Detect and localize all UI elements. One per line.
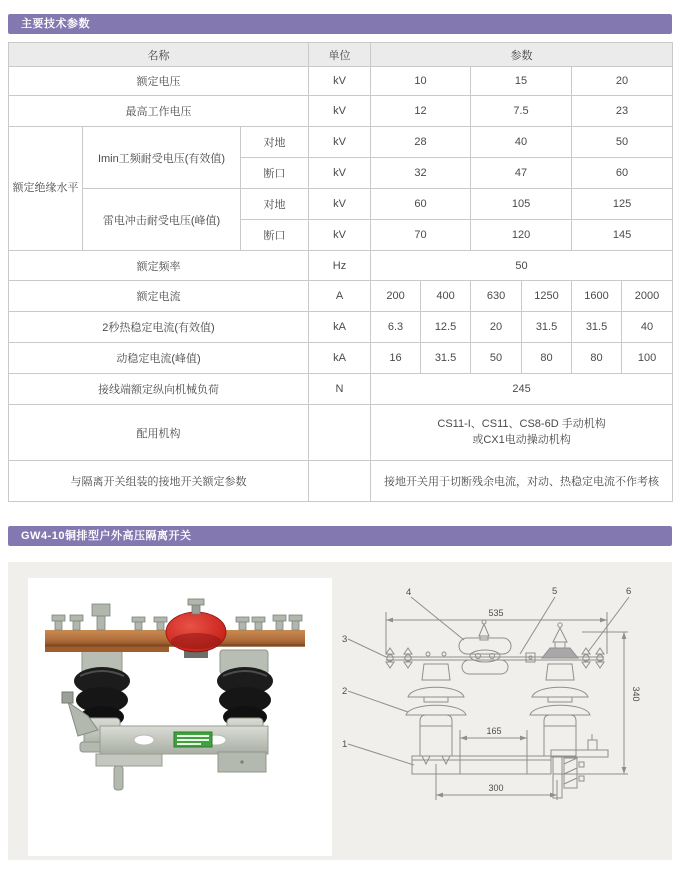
cell-value: 50 — [572, 127, 673, 158]
base-assembly — [96, 726, 268, 790]
table-row — [9, 67, 673, 96]
section-header-main-params — [8, 14, 672, 34]
cell-value: 15 — [471, 67, 572, 96]
row-unit: kV — [309, 158, 371, 189]
cell-value: 245 — [371, 374, 673, 405]
cell-value: 12 — [371, 96, 471, 127]
row-unit: kV — [309, 127, 371, 158]
cell-value: 60 — [572, 158, 673, 189]
cell-value: 145 — [572, 220, 673, 251]
cell-value: 47 — [471, 158, 572, 189]
row-name: 配用机构 — [9, 405, 309, 461]
dim-label-165: 165 — [486, 726, 502, 736]
table-row — [9, 96, 673, 127]
table-row — [9, 281, 673, 312]
row-name: 额定电流 — [9, 281, 309, 312]
cell-value: 20 — [471, 312, 522, 343]
cell-value: 2000 — [622, 281, 673, 312]
cell-value: 10 — [371, 67, 471, 96]
row-unit: kV — [309, 220, 371, 251]
cell-value: 40 — [471, 127, 572, 158]
product-panel — [8, 562, 672, 860]
row-unit: kA — [309, 312, 371, 343]
cell-value: 120 — [471, 220, 572, 251]
row-sublabel: 对地 — [241, 127, 309, 158]
right-insulator-outline — [530, 623, 590, 756]
row-name: 额定频率 — [9, 251, 309, 281]
cell-value: 100 — [622, 343, 673, 374]
cell-value: 28 — [371, 127, 471, 158]
cell-value: 23 — [572, 96, 673, 127]
cell-value: 630 — [471, 281, 522, 312]
callout-3: 3 — [342, 634, 348, 645]
row-subname: Imin工频耐受电压(有效值) — [83, 127, 241, 189]
mechanism-line-2: 或CX1电动操动机构 — [472, 433, 571, 446]
row-unit: kV — [309, 67, 371, 96]
dimension-drawing — [334, 584, 672, 856]
row-sublabel: 断口 — [241, 158, 309, 189]
cell-value: 40 — [622, 312, 673, 343]
cell-value: 70 — [371, 220, 471, 251]
cell-value: 12.5 — [421, 312, 471, 343]
cell-value: 80 — [522, 343, 572, 374]
callout-2: 2 — [342, 686, 348, 697]
row-name: 额定电压 — [9, 67, 309, 96]
cell-value: 31.5 — [421, 343, 471, 374]
row-group-name: 额定绝缘水平 — [9, 127, 83, 251]
dim-mid-span — [460, 726, 527, 774]
cell-value: 105 — [471, 189, 572, 220]
row-unit: kA — [309, 343, 371, 374]
table-row — [9, 312, 673, 343]
nameplate-label — [174, 732, 212, 747]
left-insulator-outline — [406, 652, 466, 764]
contact-mechanism — [459, 620, 535, 674]
cell-value: 16 — [371, 343, 421, 374]
row-unit: kV — [309, 189, 371, 220]
callout-1: 1 — [342, 739, 348, 750]
row-unit: kV — [309, 96, 371, 127]
row-unit: Hz — [309, 251, 371, 281]
table-header-row — [9, 43, 673, 67]
table-row — [9, 405, 673, 461]
row-sublabel: 断口 — [241, 220, 309, 251]
row-unit-empty — [309, 461, 371, 502]
product-photo — [28, 578, 332, 856]
cell-value: 50 — [371, 251, 673, 281]
col-header-unit: 单位 — [309, 43, 371, 67]
dim-top-width — [386, 608, 607, 654]
cell-value: 200 — [371, 281, 421, 312]
cell-value: 60 — [371, 189, 471, 220]
cell-value: 20 — [572, 67, 673, 96]
dim-label-340: 340 — [631, 686, 641, 702]
callout-6: 6 — [626, 586, 632, 597]
section-header-product — [8, 526, 672, 546]
table-row — [9, 127, 673, 158]
row-sublabel: 对地 — [241, 189, 309, 220]
table-row — [9, 374, 673, 405]
base-outline — [412, 734, 608, 798]
cell-value: 32 — [371, 158, 471, 189]
cell-value: 7.5 — [471, 96, 572, 127]
cell-value: 接地开关用于切断残余电流，对动、热稳定电流不作考核 — [371, 461, 673, 502]
cell-value: 6.3 — [371, 312, 421, 343]
callout-5: 5 — [552, 586, 558, 597]
row-subname: 雷电冲击耐受电压(峰值) — [83, 189, 241, 251]
cell-value: 400 — [421, 281, 471, 312]
cell-value: 31.5 — [572, 312, 622, 343]
specs-table — [8, 42, 673, 502]
dim-label-300: 300 — [488, 783, 504, 793]
row-unit-empty — [309, 405, 371, 461]
table-row — [9, 189, 673, 220]
cell-value — [371, 405, 673, 461]
section-title: 主要技术参数 — [21, 18, 90, 30]
row-unit: A — [309, 281, 371, 312]
col-header-name: 名称 — [9, 43, 309, 67]
row-name: 接线端额定纵向机械负荷 — [9, 374, 309, 405]
red-cap — [166, 599, 226, 658]
callout-4: 4 — [406, 587, 412, 598]
row-name: 最高工作电压 — [9, 96, 309, 127]
cell-value: 80 — [572, 343, 622, 374]
section-title: GW4-10铜排型户外高压隔离开关 — [21, 530, 192, 542]
mechanism-line-1: CS11-I、CS11、CS8-6D 手动机构 — [437, 417, 606, 430]
table-row — [9, 461, 673, 502]
table-row — [9, 343, 673, 374]
dim-label-535: 535 — [488, 608, 504, 618]
row-name: 动稳定电流(峰值) — [9, 343, 309, 374]
cell-value: 31.5 — [522, 312, 572, 343]
cell-value: 1600 — [572, 281, 622, 312]
row-name: 与隔离开关组装的接地开关额定参数 — [9, 461, 309, 502]
col-header-params: 参数 — [371, 43, 673, 67]
cell-value: 1250 — [522, 281, 572, 312]
table-row — [9, 251, 673, 281]
outline-drawing — [334, 584, 672, 856]
disconnector-photo-illustration — [28, 578, 332, 856]
cell-value: 50 — [471, 343, 522, 374]
row-name: 2秒热稳定电流(有效值) — [9, 312, 309, 343]
cell-value: 125 — [572, 189, 673, 220]
dim-bottom-span — [436, 764, 557, 800]
row-unit: N — [309, 374, 371, 405]
